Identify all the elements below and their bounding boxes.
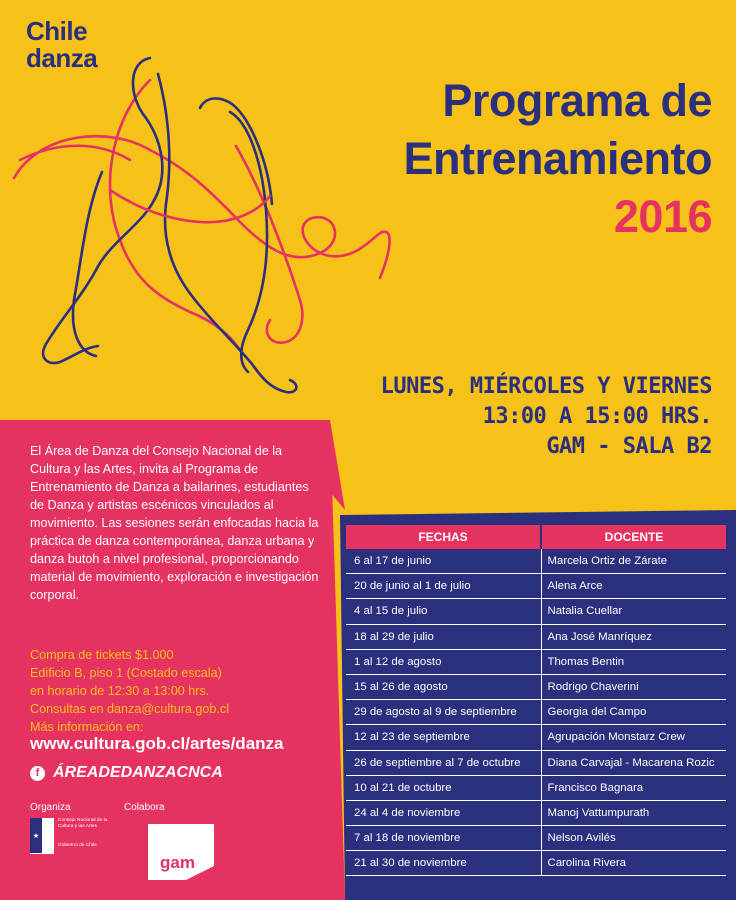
teacher-cell: Alena Arce [541, 574, 726, 599]
teacher-cell: Agrupación Monstarz Crew [541, 725, 726, 750]
organiza-label: Organiza [30, 802, 71, 813]
website-link[interactable]: www.cultura.gob.cl/artes/danza [30, 734, 284, 753]
facebook-link[interactable] [30, 764, 223, 782]
table-header-row [346, 525, 726, 549]
date-cell: 6 al 17 de junio [346, 549, 541, 574]
table-row [346, 826, 726, 851]
date-cell: 18 al 29 de julio [346, 624, 541, 649]
date-cell: 1 al 12 de agosto [346, 649, 541, 674]
dates-header: FECHAS [346, 525, 541, 549]
teacher-cell: Diana Carvajal - Macarena Rozic [541, 750, 726, 775]
schedule-time: 13:00 A 15:00 HRS. [482, 404, 712, 429]
teacher-header: DOCENTE [541, 525, 726, 549]
date-cell: 26 de septiembre al 7 de octubre [346, 750, 541, 775]
date-cell: 24 al 4 de noviembre [346, 800, 541, 825]
teacher-cell: Nelson Avilés [541, 826, 726, 851]
chile-danza-logo [26, 18, 97, 72]
table-row [346, 750, 726, 775]
ticket-location: Edificio B, piso 1 (Costado escala) [30, 666, 222, 680]
table-row [346, 624, 726, 649]
table-row [346, 851, 726, 876]
gam-logo [146, 822, 216, 882]
table-row [346, 674, 726, 699]
teacher-cell: Rodrigo Chaverini [541, 674, 726, 699]
gobierno-label: Gobierno de Chile [58, 843, 97, 848]
consejo-cultura-text [58, 818, 110, 866]
table-row [346, 574, 726, 599]
schedule-place: GAM - SALA B2 [546, 434, 712, 459]
title-line-2: Entrenamiento [403, 133, 712, 184]
chile-flag-icon: ★ [30, 818, 54, 866]
teacher-cell: Francisco Bagnara [541, 775, 726, 800]
dancer-illustration [14, 58, 390, 392]
colabora-label: Colabora [124, 802, 165, 813]
page-title [403, 72, 712, 246]
facebook-handle: ÁREADEDANZACNCA [53, 764, 223, 781]
schedule-info [381, 372, 712, 462]
table-row [346, 599, 726, 624]
table-row [346, 700, 726, 725]
logo-line-1: Chile [26, 16, 88, 46]
ticket-price: Compra de tickets $1.000 [30, 648, 174, 662]
date-cell: 15 al 26 de agosto [346, 674, 541, 699]
date-cell: 12 al 23 de septiembre [346, 725, 541, 750]
date-cell: 7 al 18 de noviembre [346, 826, 541, 851]
schedule-days: LUNES, MIÉRCOLES Y VIERNES [380, 374, 712, 399]
ticket-hours: en horario de 12:30 a 13:00 hrs. [30, 684, 210, 698]
teacher-cell: Ana José Manríquez [541, 624, 726, 649]
more-info-label: Más información en: [30, 720, 144, 734]
teacher-cell: Carolina Rivera [541, 851, 726, 876]
table-row [346, 725, 726, 750]
table-row [346, 775, 726, 800]
program-description: El Área de Danza del Consejo Nacional de la Cultura y las Artes, invita al Programa de Entrenamiento de Danza a bailarines, estudiantes de Danza y artistas escénicos vinculados al movimiento. Las sesiones serán enfocadas hacia la práctica de danza contemporánea, danza urbana y danza butoh a nivel profesional, proporcionando material de movimiento, exploración e investigación corporal. [30, 444, 319, 602]
date-cell: 20 de junio al 1 de julio [346, 574, 541, 599]
date-cell: 10 al 21 de octubre [346, 775, 541, 800]
title-line-1: Programa de [442, 75, 712, 126]
table-row [346, 800, 726, 825]
date-cell: 4 al 15 de julio [346, 599, 541, 624]
contact-email: Consultas en danza@cultura.gob.cl [30, 702, 230, 716]
gam-logo-text: gam [160, 853, 195, 872]
facebook-icon: f [30, 766, 45, 781]
table-row [346, 549, 726, 574]
consejo-cultura-logo [30, 818, 110, 866]
title-year: 2016 [613, 191, 712, 242]
schedule-table [346, 525, 726, 876]
ticket-info [30, 646, 330, 736]
table-row [346, 649, 726, 674]
teacher-cell: Manoj Vattumpurath [541, 800, 726, 825]
date-cell: 29 de agosto al 9 de septiembre [346, 700, 541, 725]
teacher-cell: Thomas Bentin [541, 649, 726, 674]
teacher-cell: Marcela Ortiz de Zárate [541, 549, 726, 574]
date-cell: 21 al 30 de noviembre [346, 851, 541, 876]
teacher-cell: Georgia del Campo [541, 700, 726, 725]
consejo-name: Consejo Nacional de la Cultura y las Artes [58, 818, 108, 829]
teacher-cell: Natalia Cuellar [541, 599, 726, 624]
logo-line-2: danza [26, 43, 98, 73]
